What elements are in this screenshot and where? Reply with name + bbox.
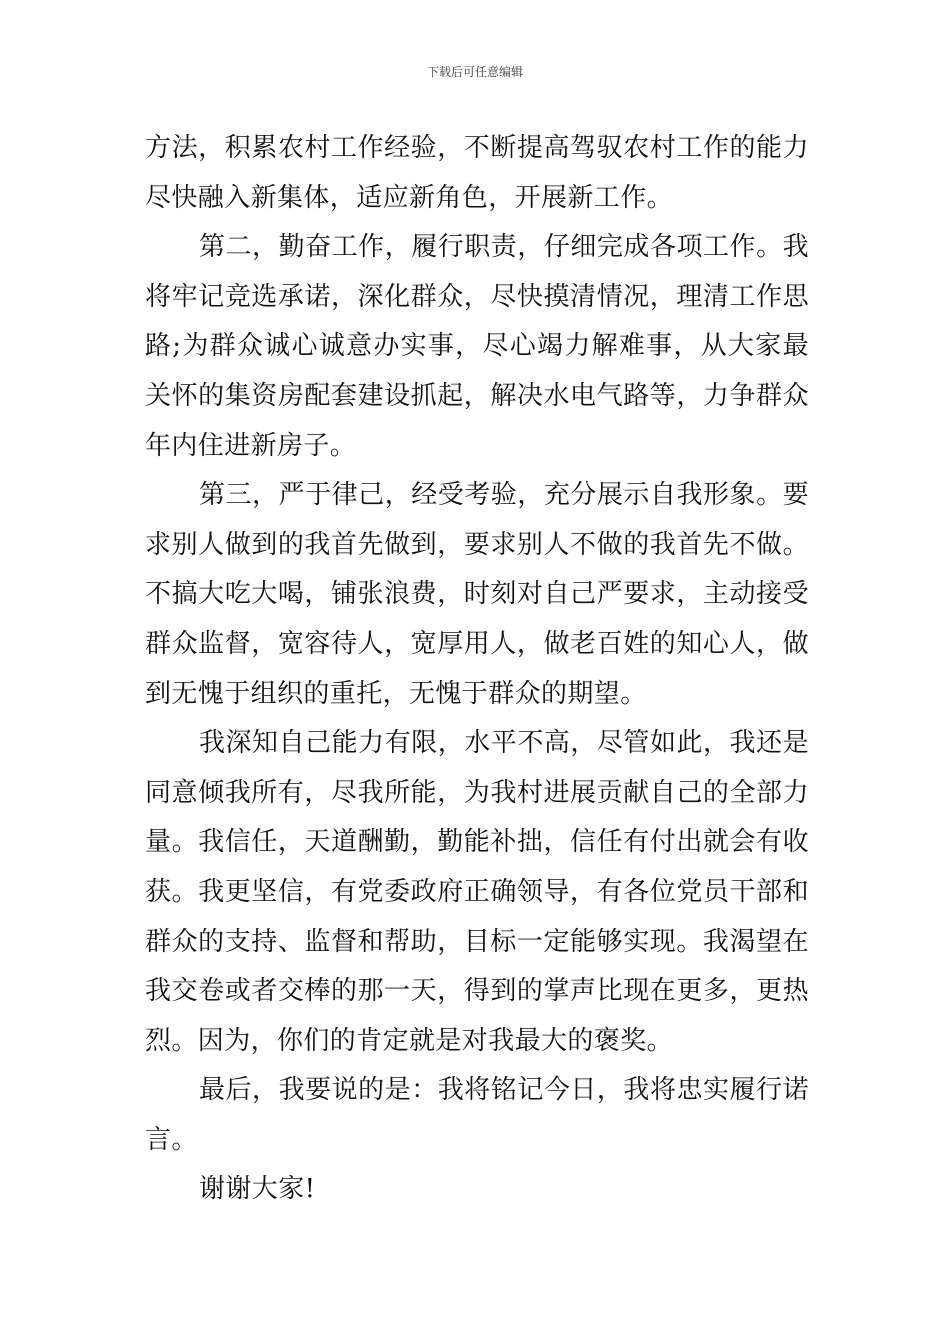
paragraph-6: 谢谢大家! [199, 1174, 316, 1205]
document-body [145, 124, 809, 1215]
paragraph-5: 最后，我要说的是：我将铭记今日，我将忠实履行诺言。 [145, 1075, 809, 1155]
paragraph-4: 我深知自己能力有限，水平不高，尽管如此，我还是同意倾我所有，尽我所能，为我村进展贡献自己的全部力量。我信任，天道酬勤，勤能补拙，信任有付出就会有收获。我更坚信，有党委政府正确领导，有各位党员干部和群众的支持、监督和帮助，目标一定能够实现。我渴望在我交卷或者交棒的那一天，得到的掌声比现在更多，更热烈。因为，你们的肯定就是对我最大的褒奖。 [145, 728, 809, 1056]
page-header-note: 下载后可任意编辑 [426, 65, 523, 79]
paragraph-3: 第三，严于律己，经受考验，充分展示自我形象。要求别人做到的我首先做到，要求别人不做的我首先不做。不搞大吃大喝，铺张浪费，时刻对自己严要求，主动接受群众监督，宽容待人，宽厚用人，做老百姓的知心人，做到无愧于组织的重托，无愧于群众的期望。 [145, 480, 809, 709]
paragraph-1: 方法，积累农村工作经验，不断提高驾驭农村工作的能力尽快融入新集体，适应新角色，开展新工作。 [145, 133, 809, 213]
paragraph-2: 第二，勤奋工作，履行职责，仔细完成各项工作。我将牢记竞选承诺，深化群众，尽快摸清情况，理清工作思路;为群众诚心诚意办实事，尽心竭力解难事，从大家最关怀的集资房配套建设抓起，解决水电气路等，力争群众年内住进新房子。 [145, 232, 809, 461]
